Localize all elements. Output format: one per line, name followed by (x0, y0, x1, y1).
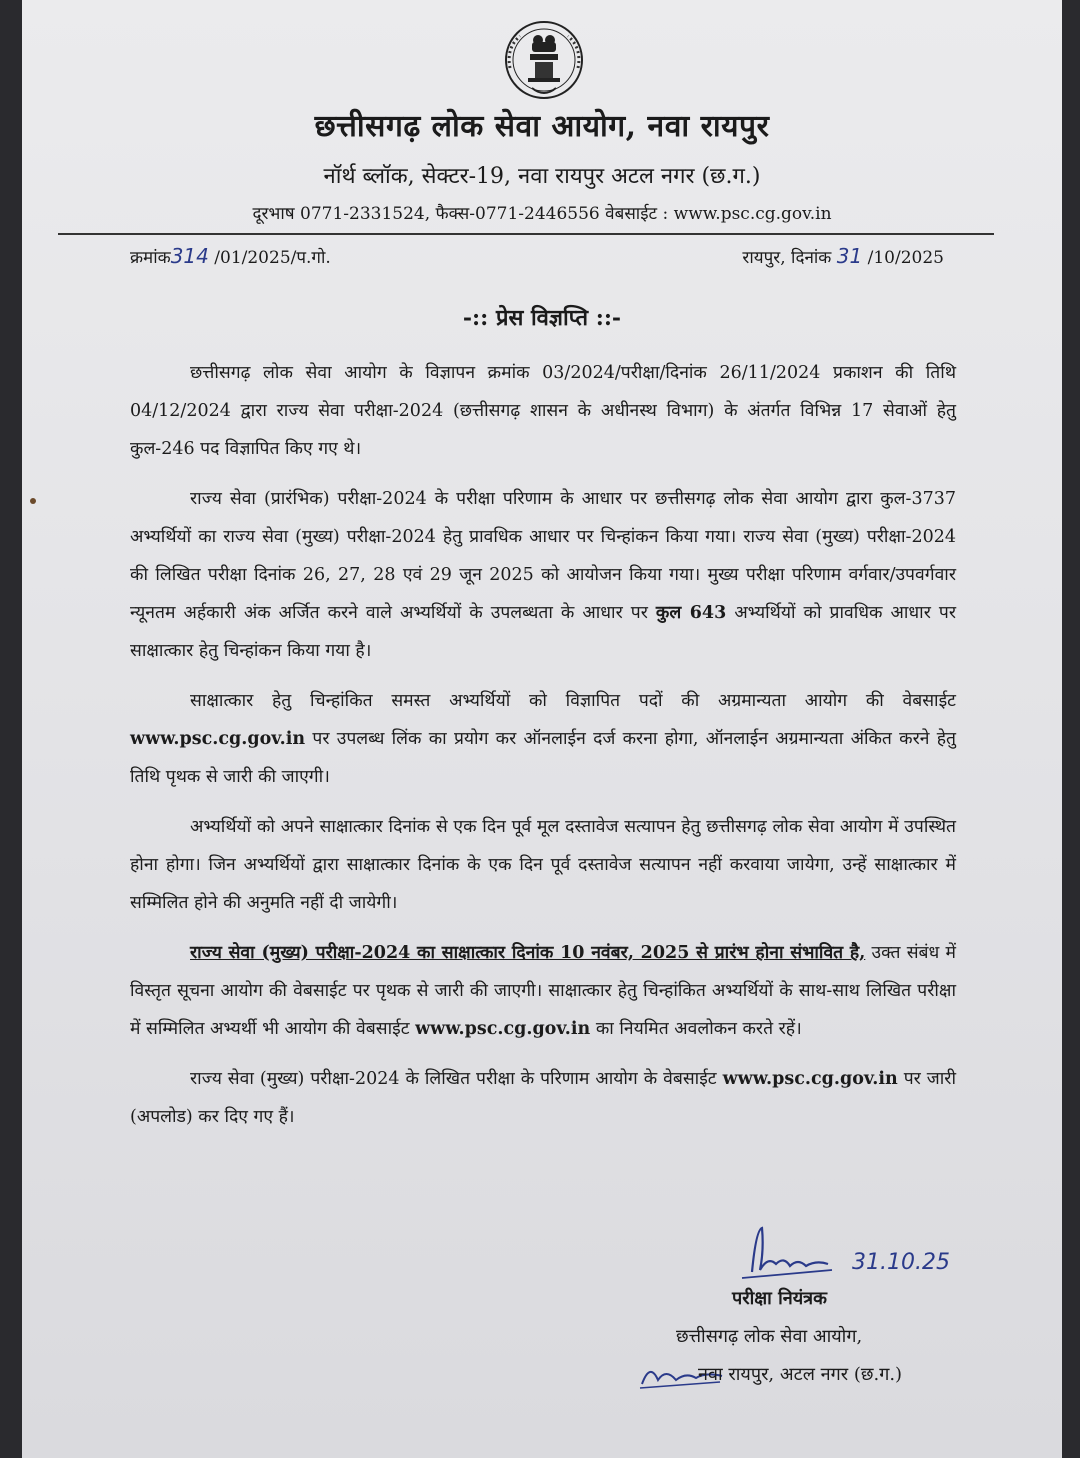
reference-date-prefix: रायपुर, दिनांक (742, 248, 832, 268)
paragraph-4: अभ्यर्थियों को अपने साक्षात्कार दिनांक से एक दिन पूर्व मूल दस्तावेज सत्यापन हेतु छत्तीसगढ़ लोक सेवा आयोग में उपस्थित होना होगा। जिन अभ्यर्थियों द्वारा साक्षात्कार दिनांक के एक दिन पूर्व दस्तावेज सत्यापन नहीं करवाया जायेगा, उन्हें साक्षात्कार में सम्मिलित होने की अनुमति नहीं दी जायेगी। (130, 817, 956, 913)
paragraph-3-text-a: साक्षात्कार हेतु चिन्हांकित समस्त अभ्यर्थियों को विज्ञापित पदों की अग्रमान्यता आयोग की वेबसाईट (190, 691, 956, 711)
website-link[interactable]: www.psc.cg.gov.in (415, 1019, 591, 1039)
paragraph-5 (130, 934, 956, 1048)
signature-block (622, 1220, 1002, 1440)
paragraph-2 (130, 480, 956, 670)
organization-address: नॉर्थ ब्लॉक, सेक्टर-19, नवा रायपुर अटल नगर (छ.ग.) (323, 164, 761, 189)
paragraph-6-text-a: राज्य सेवा (मुख्य) परीक्षा-2024 के लिखित परीक्षा के परिणाम आयोग के वेबसाईट (190, 1069, 717, 1089)
state-emblem-icon (502, 18, 586, 108)
press-release-document (22, 0, 1062, 1458)
signatory-designation: परीक्षा नियंत्रक (732, 1288, 827, 1309)
reference-number-handwritten: 314 (170, 244, 209, 268)
press-release-heading: -:: प्रेस विज्ञप्ति ::- (462, 305, 622, 331)
reference-number (130, 244, 331, 268)
paragraph-2-highlight: कुल 643 (655, 603, 727, 623)
press-release-body (130, 354, 956, 1148)
paragraph-6 (130, 1060, 956, 1136)
website-link[interactable]: www.psc.cg.gov.in (130, 729, 306, 749)
paragraph-5-text-a: उक्त संबंध में विस्तृत सूचना आयोग की वेबसाईट पर पृथक से जारी की जाएगी। साक्षात्कार हेतु चिन्हांकित अभ्यर्थियों के साथ-साथ लिखित परीक्षा में सम्मिलित अभ्यर्थी भी आयोग की वेबसाईट (130, 943, 956, 1039)
organization-contact: दूरभाष 0771-2331524, फैक्स-0771-2446556 वेबसाईट : www.psc.cg.gov.in (252, 204, 832, 224)
header-divider (58, 233, 994, 235)
paper-speck (30, 498, 36, 504)
reference-line (130, 244, 944, 268)
signatory-organization: छत्तीसगढ़ लोक सेवा आयोग, (676, 1326, 863, 1347)
paragraph-3 (130, 682, 956, 796)
signatory-location: नवा रायपुर, अटल नगर (छ.ग.) (698, 1364, 903, 1385)
paragraph-3-text-b: पर उपलब्ध लिंक का प्रयोग कर ऑनलाईन दर्ज करना होगा, ऑनलाईन अग्रमान्यता अंकित करने हेतु तिथि पृथक से जारी की जाएगी। (130, 729, 956, 787)
interview-date-notice: राज्य सेवा (मुख्य) परीक्षा-2024 का साक्षात्कार दिनांक 10 नवंबर, 2025 से प्रारंभ होना संभावित है, (190, 943, 866, 963)
reference-date (742, 244, 944, 268)
paragraph-6-text-b: पर जारी (अपलोड) कर दिए गए हैं। (130, 1069, 956, 1127)
paragraph-1: छत्तीसगढ़ लोक सेवा आयोग के विज्ञापन क्रमांक 03/2024/परीक्षा/दिनांक 26/11/2024 प्रकाशन की तिथि 04/12/2024 द्वारा राज्य सेवा परीक्षा-2024 (छत्तीसगढ़ शासन के अधीनस्थ विभाग) के अंतर्गत विभिन्न 17 सेवाओं हेतु कुल-246 पद विज्ञापित किए गए थे। (130, 363, 956, 459)
reference-date-handwritten: 31 (836, 244, 863, 268)
organization-title: छत्तीसगढ़ लोक सेवा आयोग, नवा रायपुर (314, 109, 770, 144)
paragraph-2-text-b: अभ्यर्थियों को प्रावधिक आधार पर साक्षात्कार हेतु चिन्हांकन किया गया है। (130, 603, 956, 661)
signature-date: 31.10.25 (852, 1250, 950, 1275)
signature-mark-icon (732, 1220, 842, 1290)
reference-date-suffix: /10/2025 (867, 248, 944, 268)
paragraph-2-text-a: राज्य सेवा (प्रारंभिक) परीक्षा-2024 के परीक्षा परिणाम के आधार पर छत्तीसगढ़ लोक सेवा आयोग द्वारा कुल-3737 अभ्यर्थियों का राज्य सेवा (मुख्य) परीक्षा-2024 हेतु प्रावधिक आधार पर चिन्हांकन किया गया। राज्य सेवा (मुख्य) परीक्षा-2024 की लिखित परीक्षा दिनांक 26, 27, 28 एवं 29 जून 2025 को आयोजन किया गया। मुख्य परीक्षा परिणाम वर्गवार/उपवर्गवार न्यूनतम अर्हकारी अंक अर्जित करने वाले अभ्यर्थियों के उपलब्धता के आधार पर (130, 489, 956, 623)
paragraph-5-text-b: का नियमित अवलोकन करते रहें। (595, 1019, 802, 1039)
website-link[interactable]: www.psc.cg.gov.in (722, 1069, 898, 1089)
reference-prefix: क्रमांक (130, 248, 171, 268)
reference-suffix: /01/2025/प.गो. (214, 248, 331, 268)
